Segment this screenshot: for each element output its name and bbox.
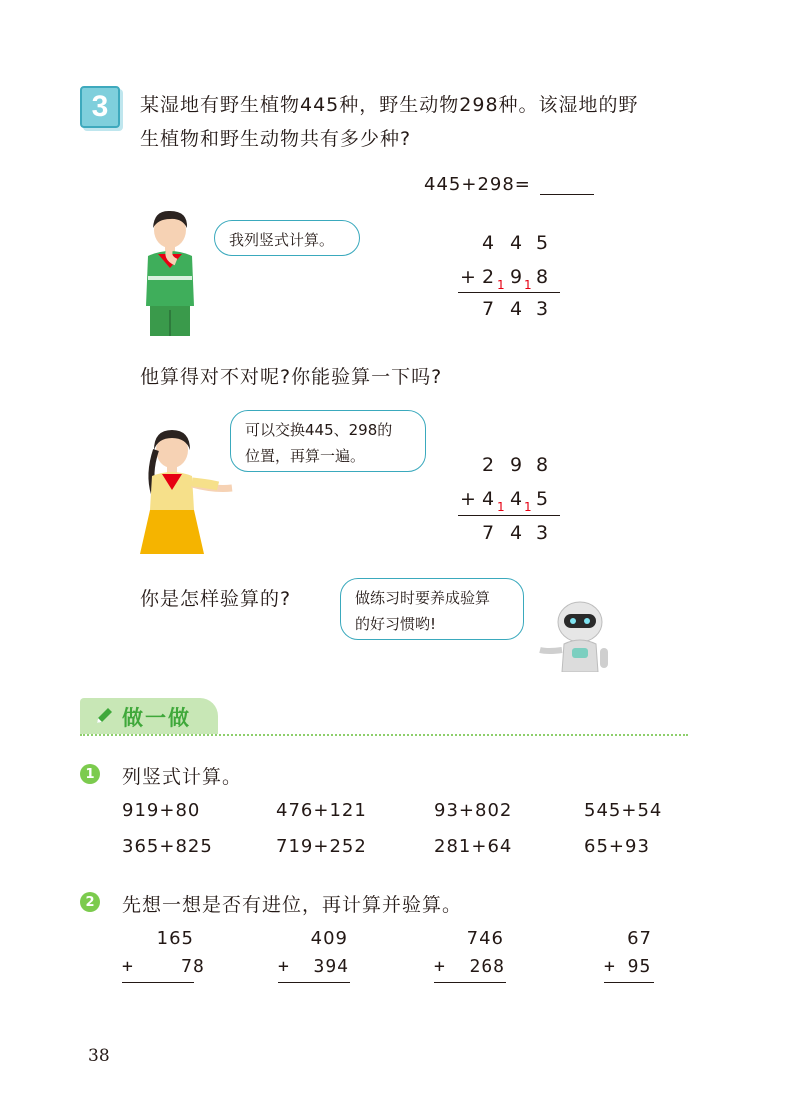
calc1-top-digit: 4	[510, 232, 523, 254]
calc2-result-digit: 7	[482, 522, 495, 544]
exercise-2-title: 先想一想是否有进位，再计算并验算。	[122, 894, 463, 916]
calc1-top-digit: 5	[536, 232, 549, 254]
boy-speech-text: 我列竖式计算。	[229, 231, 335, 249]
boy-illustration	[136, 206, 206, 340]
section-header	[80, 698, 218, 734]
ex1-expression: 476+121	[276, 800, 367, 821]
section-title: 做一做	[122, 706, 191, 730]
calc1-plus-sign: +	[460, 266, 476, 288]
ex1-expression: 93+802	[434, 800, 513, 821]
calc1-top-row	[460, 232, 560, 262]
girl-speech-line2: 位置，再算一遍。	[245, 447, 366, 465]
ex2-top-number: 746	[466, 928, 504, 949]
ex2-top-number: 409	[310, 928, 348, 949]
calc1-result-row	[460, 298, 560, 326]
calc2-top-digit: 9	[510, 454, 523, 476]
girl-speech-bubble	[230, 410, 426, 472]
calc1-result-digit: 7	[482, 298, 495, 320]
ex1-expression: 65+93	[584, 836, 650, 857]
calc2-plus-sign: +	[460, 488, 476, 510]
calc2-top-digit: 2	[482, 454, 495, 476]
calc2-top-digit: 8	[536, 454, 549, 476]
ex1-expression: 919+80	[122, 800, 201, 821]
exercise-1-title: 列竖式计算。	[122, 766, 243, 788]
calc2-bottom-digit: 5	[536, 488, 549, 510]
calc2-bottom-row	[460, 488, 560, 518]
ex1-expression: 281+64	[434, 836, 513, 857]
problem-number-badge: 3	[80, 86, 120, 128]
girl-speech-line1: 可以交换445、298的	[245, 421, 393, 439]
calc1-result-digit: 3	[536, 298, 549, 320]
ex1-expression: 719+252	[276, 836, 367, 857]
calc1-bottom-digit: 9	[510, 266, 523, 288]
robot-speech-line2: 的好习惯哟!	[355, 615, 437, 633]
ex2-bottom-number: + 394	[278, 956, 350, 977]
calc1-top-digit: 4	[482, 232, 495, 254]
ex2-line	[604, 982, 654, 983]
ex1-expression: 545+54	[584, 800, 663, 821]
girl-illustration	[138, 424, 242, 556]
calc1	[460, 232, 560, 296]
calc2-carry: 1	[497, 500, 505, 514]
boy-speech-bubble	[214, 220, 360, 256]
calc2-line	[458, 515, 560, 516]
calc2-top-row	[460, 454, 560, 484]
robot-illustration	[538, 596, 616, 672]
problem-text-line2: 生植物和野生动物共有多少种?	[140, 128, 412, 150]
verification-question: 他算得对不对呢?你能验算一下吗?	[140, 366, 443, 388]
calc1-carry: 1	[497, 278, 505, 292]
answer-blank	[540, 194, 594, 195]
calc2-bottom-digit: 4	[510, 488, 523, 510]
calc1-line	[458, 292, 560, 293]
ex2-bottom-number: + 95	[604, 956, 652, 977]
ex2-bottom-number: + 78	[122, 956, 205, 977]
equation: 445+298=	[424, 174, 531, 195]
ex2-top-number: 67	[627, 928, 652, 949]
page-number: 38	[88, 1046, 110, 1066]
calc2-carry: 1	[524, 500, 532, 514]
exercise-2-number: 2	[80, 892, 100, 912]
robot-speech-bubble	[340, 578, 524, 640]
ex1-expression: 365+825	[122, 836, 213, 857]
exercise-1-number: 1	[80, 764, 100, 784]
calc1-bottom-digit: 8	[536, 266, 549, 288]
ex2-bottom-number: + 268	[434, 956, 506, 977]
calc1-result-digit: 4	[510, 298, 523, 320]
ex2-line	[278, 982, 350, 983]
robot-speech-line1: 做练习时要养成验算	[355, 589, 491, 607]
calc1-bottom-digit: 2	[482, 266, 495, 288]
calc1-carry: 1	[524, 278, 532, 292]
ex2-line	[122, 982, 194, 983]
ex2-line	[434, 982, 506, 983]
calc2	[460, 454, 560, 518]
section-divider	[80, 734, 688, 736]
ex2-top-number: 165	[156, 928, 194, 949]
problem-text-line1: 某湿地有野生植物445种，野生动物298种。该湿地的野	[140, 94, 639, 116]
calc2-bottom-digit: 4	[482, 488, 495, 510]
calc2-result-digit: 3	[536, 522, 549, 544]
pencil-icon	[94, 706, 114, 726]
calc2-result-row	[460, 522, 560, 550]
calc2-result-digit: 4	[510, 522, 523, 544]
how-verify-question: 你是怎样验算的?	[140, 588, 292, 610]
